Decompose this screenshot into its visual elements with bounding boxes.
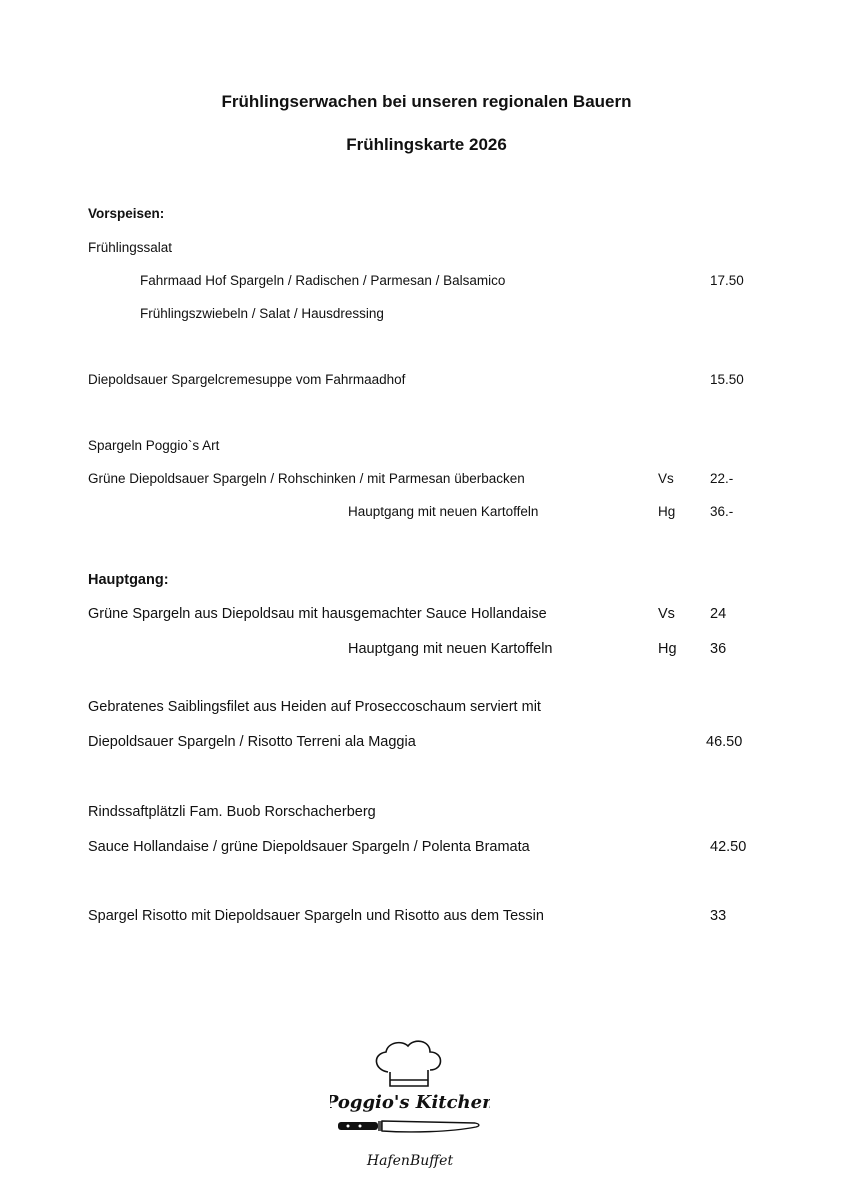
dish-name-poggio: Spargeln Poggio`s Art bbox=[88, 438, 220, 453]
page-title: Frühlingserwachen bei unseren regionalen Bauern bbox=[221, 92, 632, 111]
dish-name-suppe: Diepoldsauer Spargelcremesuppe vom Fahrmaadhof bbox=[88, 372, 406, 387]
section-heading-vorspeisen: Vorspeisen: bbox=[88, 206, 165, 221]
price-poggio-vs: 22.- bbox=[710, 471, 734, 486]
dish-line-risotto: Spargel Risotto mit Diepoldsauer Spargeln und Risotto aus dem Tessin bbox=[88, 908, 544, 924]
dish-line-spargeln-2: Hauptgang mit neuen Kartoffeln bbox=[348, 641, 553, 657]
dish-line-salat-1: Fahrmaad Hof Spargeln / Radischen / Parmesan / Balsamico bbox=[140, 273, 506, 288]
price-risotto: 33 bbox=[710, 908, 727, 924]
dish-line-saibling-2: Diepoldsauer Spargeln / Risotto Terreni ala Maggia bbox=[88, 734, 416, 750]
knife-icon bbox=[338, 1121, 479, 1132]
poggios-kitchen-logo bbox=[330, 1038, 490, 1178]
price-spargeln-hg: 36 bbox=[710, 641, 727, 657]
price-suppe: 15.50 bbox=[710, 372, 744, 387]
dish-line-poggio-1: Grüne Diepoldsauer Spargeln / Rohschinken / mit Parmesan überbacken bbox=[88, 471, 525, 486]
size-poggio-vs: Vs bbox=[658, 471, 674, 486]
logo-graphic bbox=[330, 1038, 490, 1178]
logo-name-text: Poggio's Kitchen bbox=[330, 1092, 490, 1113]
dish-line-saibling-1: Gebratenes Saiblingsfilet aus Heiden auf Proseccoschaum serviert mit bbox=[88, 699, 541, 715]
price-spargeln-vs: 24 bbox=[710, 606, 727, 622]
page-subtitle: Frühlingskarte 2026 bbox=[346, 135, 507, 154]
logo-tagline-text: HafenBuffet bbox=[366, 1153, 454, 1169]
price-salat: 17.50 bbox=[710, 273, 744, 288]
dish-name-salat: Frühlingssalat bbox=[88, 240, 173, 255]
dish-line-rind-2: Sauce Hollandaise / grüne Diepoldsauer Spargeln / Polenta Bramata bbox=[88, 839, 530, 855]
size-spargeln-hg: Hg bbox=[658, 641, 677, 657]
dish-line-poggio-2: Hauptgang mit neuen Kartoffeln bbox=[348, 504, 539, 519]
size-poggio-hg: Hg bbox=[658, 504, 676, 519]
dish-line-spargeln-1: Grüne Spargeln aus Diepoldsau mit hausgemachter Sauce Hollandaise bbox=[88, 606, 547, 622]
chef-hat-icon bbox=[376, 1041, 440, 1086]
size-spargeln-vs: Vs bbox=[658, 606, 675, 622]
section-heading-hauptgang: Hauptgang: bbox=[88, 572, 169, 588]
price-rind: 42.50 bbox=[710, 839, 747, 855]
dish-line-salat-2: Frühlingszwiebeln / Salat / Hausdressing bbox=[140, 306, 384, 321]
price-poggio-hg: 36.- bbox=[710, 504, 734, 519]
dish-line-rind-1: Rindssaftplätzli Fam. Buob Rorschacherberg bbox=[88, 804, 376, 820]
price-saibling: 46.50 bbox=[706, 734, 743, 750]
